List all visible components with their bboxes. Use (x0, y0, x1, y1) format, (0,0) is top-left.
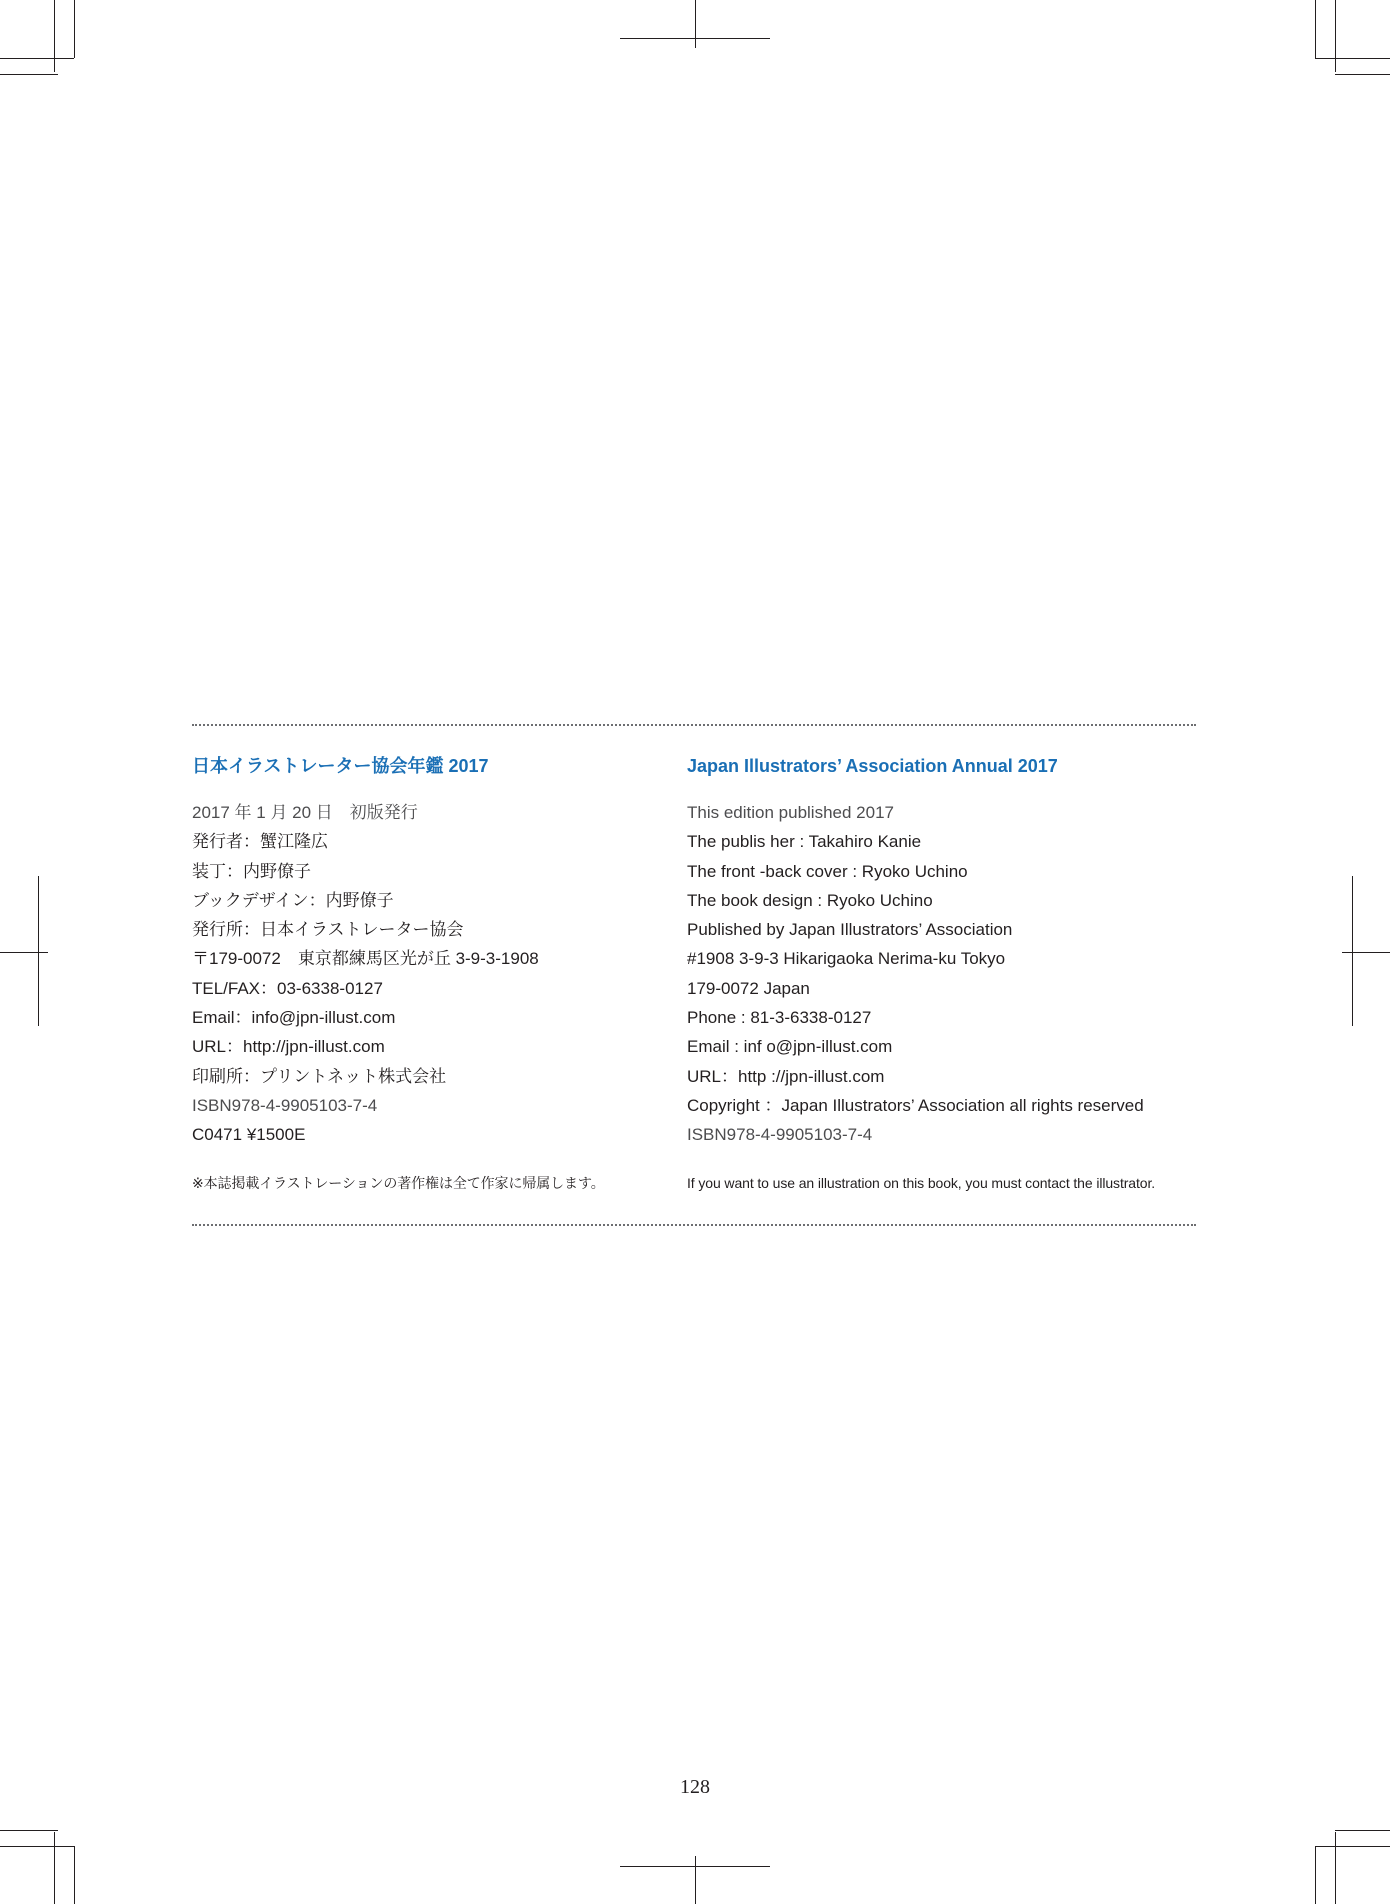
copyright-note-japanese: ※本誌掲載イラストレーションの著作権は全て作家に帰属します。 (192, 1175, 605, 1191)
cover-designer: 装丁：内野僚子 (192, 861, 311, 881)
postal-address: 〒179-0072 東京都練馬区光が丘 3-9-3-1908 (192, 949, 539, 969)
isbn-line: ISBN978-4-9905103-7-4 (687, 1125, 873, 1145)
phone-line: Phone : 81-3-6338-0127 (687, 1008, 872, 1028)
copyright-line: Copyright ：Japan Illustrators’ Association all rights reserved (687, 1095, 1144, 1115)
email-line: Email : inf o@jpn-illust.com (687, 1037, 893, 1057)
printer: 印刷所：プリントネット株式会社 (192, 1066, 447, 1086)
colophon-title-japanese: 日本イラストレーター協会年鑑 2017 (192, 756, 489, 776)
published-by-line: Published by Japan Illustrators’ Association (687, 920, 1013, 940)
book-designer: ブックデザイン：内野僚子 (192, 890, 394, 910)
top-dotted-divider (192, 724, 1196, 726)
price-code: C0471 ¥1500E (192, 1125, 306, 1145)
publisher-name: 発行者：蟹江隆広 (192, 832, 328, 852)
email: Email：info@jpn-illust.com (192, 1008, 396, 1028)
colophon-japanese (192, 752, 652, 1150)
url-line: URL：http ://jpn-illust.com (687, 1066, 885, 1086)
postal-code-line: 179-0072 Japan (687, 978, 810, 998)
book-design-line: The book design : Ryoko Uchino (687, 890, 933, 910)
publication-date: 2017 年 1 月 20 日 初版発行 (192, 803, 418, 822)
publishing-office: 発行所：日本イラストレーター協会 (192, 920, 464, 940)
edition-line: This edition published 2017 (687, 803, 894, 822)
isbn: ISBN978-4-9905103-7-4 (192, 1095, 378, 1115)
address-line: #1908 3-9-3 Hikarigaoka Nerima-ku Tokyo (687, 949, 1006, 969)
bottom-dotted-divider (192, 1224, 1196, 1226)
page-number: 128 (680, 1776, 710, 1798)
colophon-english (687, 752, 1207, 1150)
copyright-note-english: If you want to use an illustration on this book, you must contact the illustrator. (687, 1175, 1156, 1191)
colophon-title-english: Japan Illustrators’ Association Annual 2017 (687, 756, 1058, 776)
cover-credit-line: The front -back cover : Ryoko Uchino (687, 861, 968, 881)
publisher-line: The publis her : Takahiro Kanie (687, 832, 922, 852)
url: URL：http://jpn-illust.com (192, 1037, 385, 1057)
tel-fax: TEL/FAX：03-6338-0127 (192, 978, 383, 998)
